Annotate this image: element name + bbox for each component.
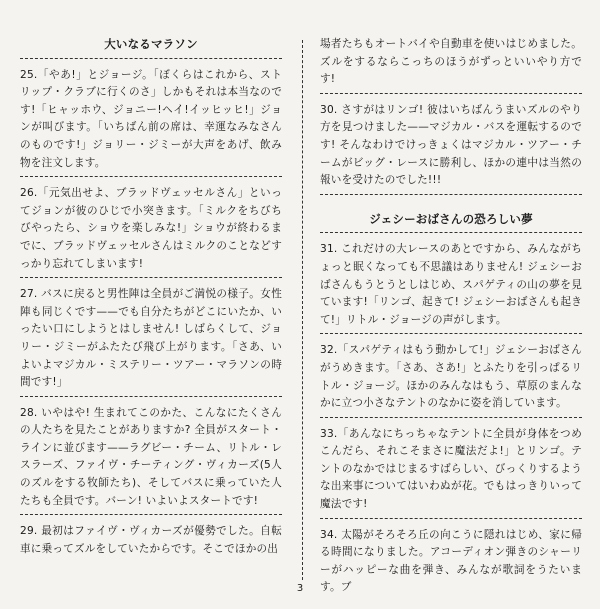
column-divider xyxy=(302,40,303,580)
right-column xyxy=(320,36,582,609)
paragraph-27: 27. バスに戻ると男性陣は全員がご満悦の様子。女性陣も同じくです——でも自分たちがどこにいたか、いったい口にしようとはしません! しばらくして、ジョリー・ジミーがふたたび飛び上がります。「さあ、いよいよマジカル・ミステリー・ツアー・マラソンの時間です!」 xyxy=(20,286,282,397)
paragraph-34: 34. 太陽がそろそろ丘の向こうに隠れはじめ、家に帰る時間になりました。アコーディオン弾きのシャーリーがハッピーな曲を弾き、みんなが歌詞をうたいます。ブ xyxy=(320,528,582,594)
paragraph-30: 30. さすがはリンゴ! 彼はいちばんうまいズルのやり方を見つけました——マジカル・バスを運転するのです! そんなわけでけっきょくはマジカル・ツアー・チームがビッグ・レースに勝利し、ほかの連中は当然の報いを受けたのでした!!! xyxy=(320,102,582,195)
paragraph-33: 33.「あんなにちっちゃなテントに全員が身体をつめこんだら、それこそまさに魔法だよ!」とリンゴ。テントのなかではじまるすばらしい、びっくりするような出来事についてはいわぬが花。でもはっきりいって魔法です! xyxy=(320,426,582,519)
left-column xyxy=(20,36,282,570)
paragraph-31: 31. これだけの大レースのあとですから、みんながちょっと眠くなっても不思議はありません! ジェシーおばさんもうとうとしはじめ、スパゲティの山の夢を見ています!「リンゴ、起きて! ジェシーおばさんも起きて!」リトル・ジョージの声がします。 xyxy=(320,241,582,334)
paragraph-32: 32.「スパゲティはもう動かして!」ジェシーおばさんがうめきます。「さあ、さあ!」とふたりを引っぱるリトル・ジョージ。ほかのみんなはもう、草原のまんなかに立つ小さなテントのなかに姿を消しています。 xyxy=(320,342,582,417)
section-heading-aunt-jessie: ジェシーおばさんの恐ろしい夢 xyxy=(320,211,582,234)
paragraph-25: 25.「やあ!」とジョージ。「ぼくらはこれから、ストリップ・クラブに行くのさ」しかもそれは本当なのです!「ヒャッホウ、ジョニー!ヘイ!イッヒッヒ!」ジョンが叫びます。「いちばん前の席は、幸運なみなさんのものです!」ジョリー・ジミーが大声をあげ、飲み物を注文します。 xyxy=(20,67,282,178)
section-heading-marathon: 大いなるマラソン xyxy=(20,36,282,59)
paragraph-29-continued: 場者たちもオートバイや自動車を使いはじめました。ズルをするならこっちのほうがずっといいやり方です! xyxy=(320,36,582,94)
paragraph-28: 28. いやはや! 生まれてこのかた、こんなにたくさんの人たちを見たことがありますか? 全員がスタート・ラインに並びます——ラグビー・チーム、リトル・レスラーズ、ファイヴ・チーティング・ヴィカーズ(5人のズルをする牧師たち)、そしてバスに乗っていた人たちも全員です。バーン! いよいよスタートです! xyxy=(20,405,282,516)
paragraph-26: 26.「元気出せよ、ブラッドヴェッセルさん」といってジョンが彼のひじで小突きます。「ミルクをちびちびやったら、ショウを楽しみな!」ショウが終わるまでに、ブラッドヴェッセルさんはミルクのことなどすっかり忘れてしまいます! xyxy=(20,185,282,278)
page-number: 3 xyxy=(296,583,304,594)
paragraph-29: 29. 最初はファイヴ・ヴィカーズが優勢でした。自転車に乗ってズルをしていたからです。そこでほかの出 xyxy=(20,525,282,555)
